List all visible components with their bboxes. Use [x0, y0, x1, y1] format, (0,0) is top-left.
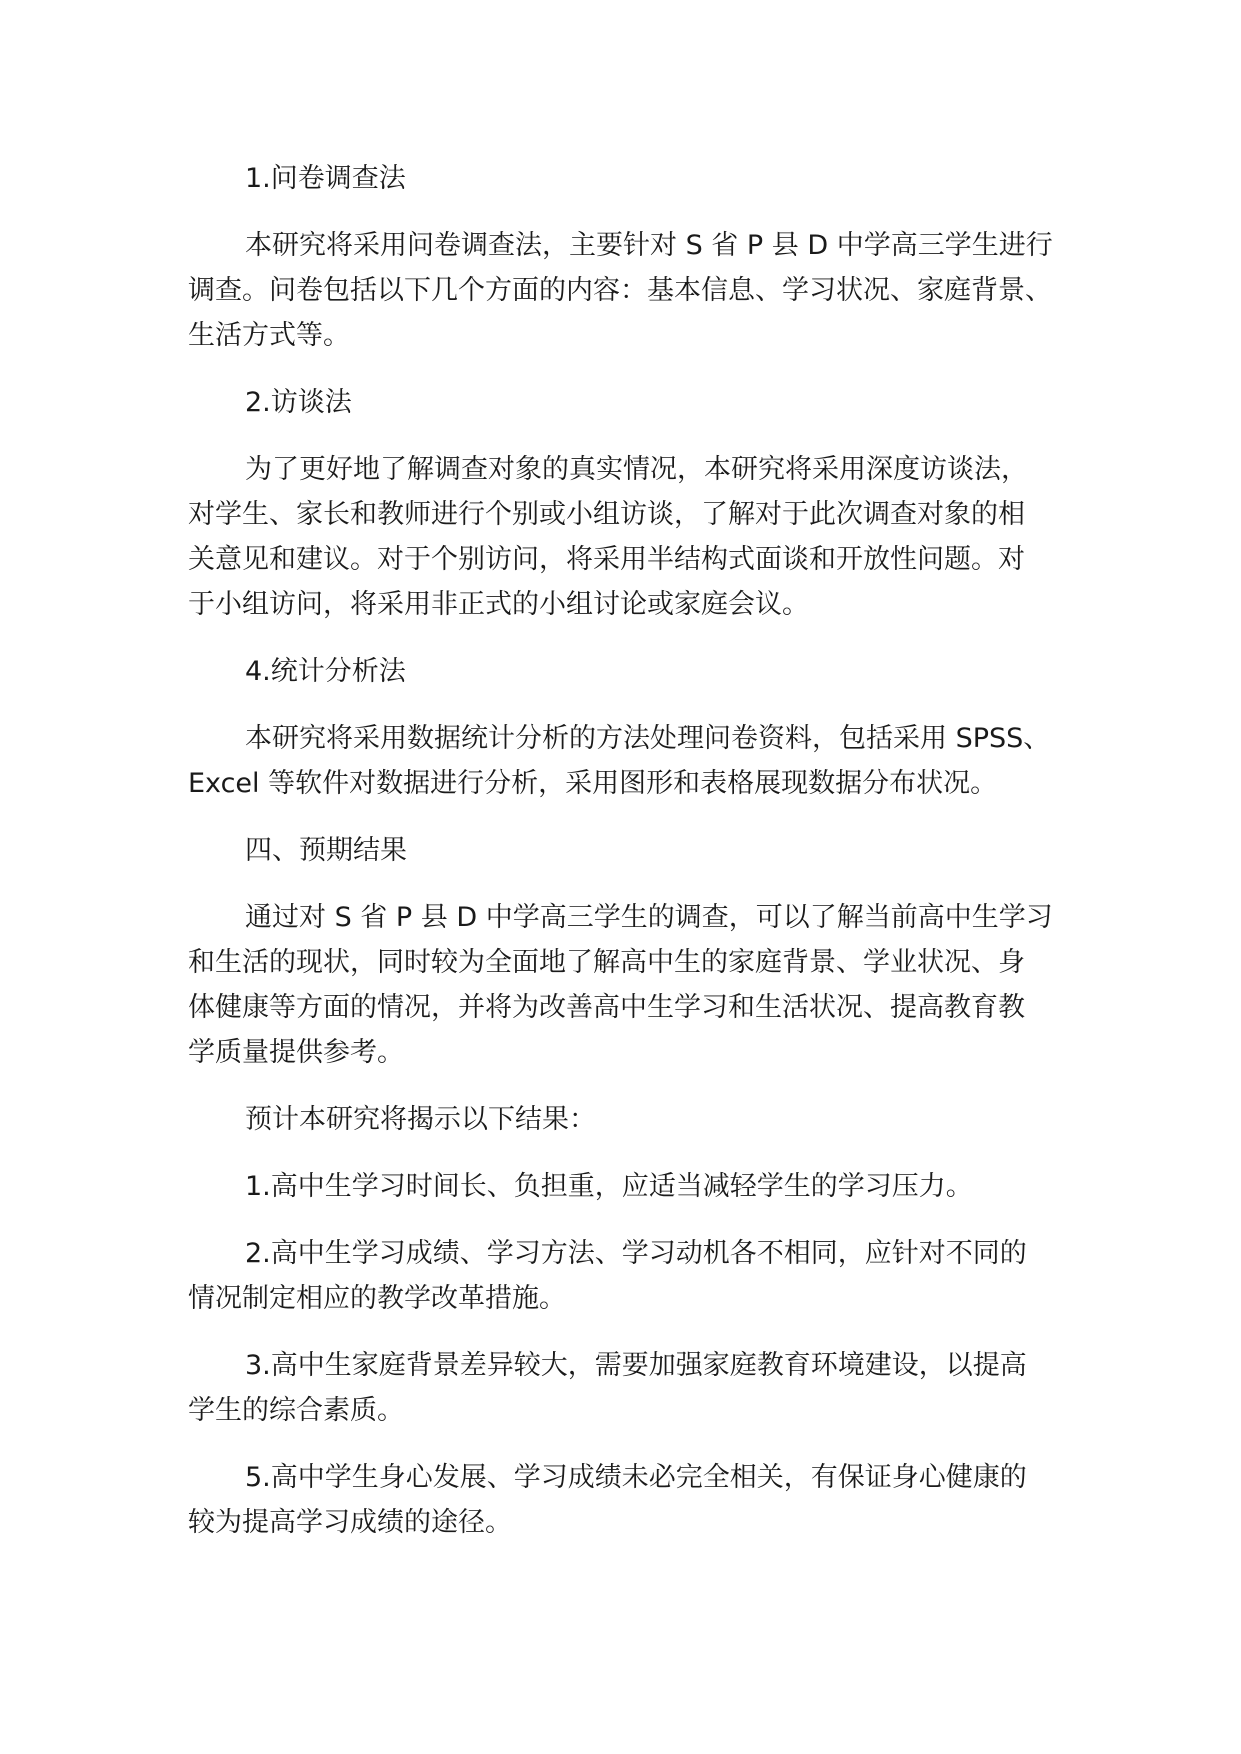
paragraph-line: 1.高中生学习时间长、负担重，应适当减轻学生的学习压力。: [245, 1171, 973, 1202]
section-heading: [188, 380, 1068, 425]
document-body: [188, 156, 1068, 1567]
body-paragraph: [188, 223, 1068, 358]
paragraph-line: 较为提高学习成绩的途径。: [188, 1507, 512, 1538]
paragraph-line: Excel 等软件对数据进行分析，采用图形和表格展现数据分布状况。: [188, 768, 998, 799]
paragraph-line: 3.高中生家庭背景差异较大，需要加强家庭教育环境建设，以提高: [245, 1350, 1027, 1381]
paragraph-line: 本研究将采用问卷调查法，主要针对 S 省 P 县 D 中学高三学生进行: [245, 230, 1053, 261]
paragraph-line: 和生活的现状，同时较为全面地了解高中生的家庭背景、学业状况、身: [188, 947, 1025, 978]
body-paragraph: [188, 1231, 1068, 1321]
paragraph-line: 于小组访问，将采用非正式的小组讨论或家庭会议。: [188, 589, 809, 620]
paragraph-line: 5.高中学生身心发展、学习成绩未必完全相关，有保证身心健康的: [245, 1462, 1027, 1493]
body-paragraph: [188, 1097, 1068, 1142]
body-paragraph: [188, 895, 1068, 1075]
body-paragraph: [188, 1164, 1068, 1209]
heading-text: 2.访谈法: [245, 387, 352, 418]
heading-text: 四、预期结果: [245, 835, 407, 866]
paragraph-line: 学生的综合素质。: [188, 1395, 404, 1426]
body-paragraph: [188, 716, 1068, 806]
section-heading: [188, 156, 1068, 201]
body-paragraph: [188, 1343, 1068, 1433]
paragraph-line: 2.高中生学习成绩、学习方法、学习动机各不相同，应针对不同的: [245, 1238, 1027, 1269]
body-paragraph: [188, 1455, 1068, 1545]
paragraph-line: 学质量提供参考。: [188, 1037, 404, 1068]
paragraph-line: 为了更好地了解调查对象的真实情况，本研究将采用深度访谈法，: [245, 454, 1028, 485]
paragraph-line: 预计本研究将揭示以下结果：: [245, 1104, 596, 1135]
heading-text: 1.问卷调查法: [245, 163, 406, 194]
paragraph-line: 生活方式等。: [188, 320, 350, 351]
paragraph-line: 本研究将采用数据统计分析的方法处理问卷资料，包括采用 SPSS、: [245, 723, 1051, 754]
paragraph-line: 体健康等方面的情况，并将为改善高中生学习和生活状况、提高教育教: [188, 992, 1025, 1023]
section-heading: [188, 828, 1068, 873]
body-paragraph: [188, 447, 1068, 627]
section-heading: [188, 649, 1068, 694]
paragraph-line: 通过对 S 省 P 县 D 中学高三学生的调查，可以了解当前高中生学习: [245, 902, 1053, 933]
heading-text: 4.统计分析法: [245, 656, 406, 687]
paragraph-line: 调查。问卷包括以下几个方面的内容：基本信息、学习状况、家庭背景、: [188, 275, 1052, 306]
paragraph-line: 对学生、家长和教师进行个别或小组访谈，了解对于此次调查对象的相: [188, 499, 1025, 530]
paragraph-line: 关意见和建议。对于个别访问，将采用半结构式面谈和开放性问题。对: [188, 544, 1025, 575]
paragraph-line: 情况制定相应的教学改革措施。: [188, 1283, 566, 1314]
